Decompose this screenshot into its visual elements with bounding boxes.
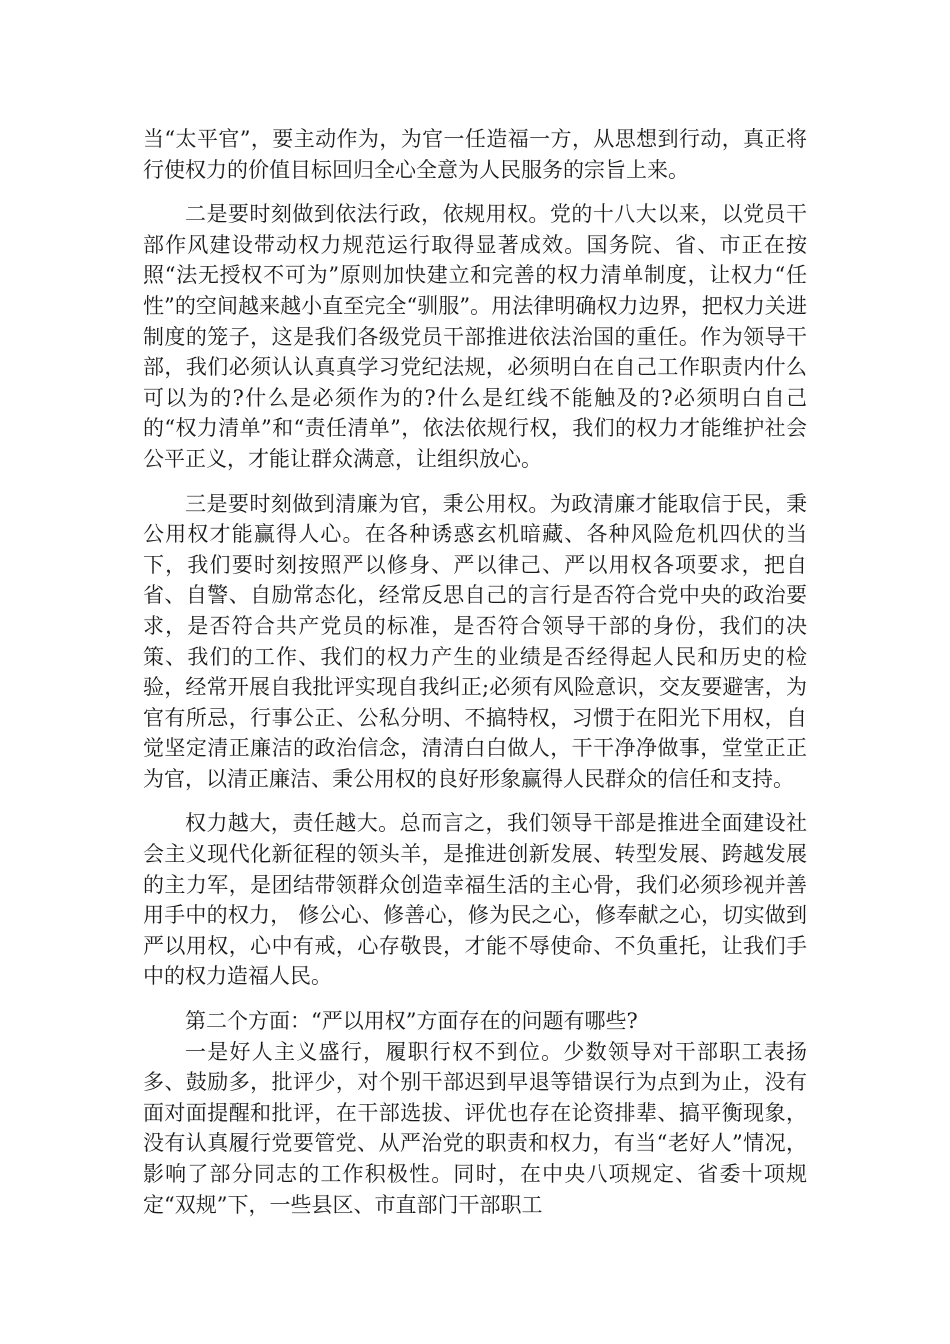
document-body	[143, 124, 807, 1220]
paragraph-rule-of-law: 二是要时刻做到依法行政，依规用权。党的十八大以来，以党员干部作风建设带动权力规范运行取得显著成效。国务院、省、市正在按照“法无授权不可为”原则加快建立和完善的权力清单制度，让权力“任性”的空间越来越小直至完全“驯服”。用法律明确权力边界，把权力关进制度的笼子，这是我们各级党员干部推进依法治国的重任。作为领导干部，我们必须认认真真学习党纪法规，必须明白在自己工作职责内什么可以为的?什么是必须作为的?什么是红线不能触及的?必须明白自己的“权力清单”和“责任清单”，依法依规行权，我们的权力才能维护社会公平正义，才能让群众满意，让组织放心。	[143, 202, 807, 471]
paragraph-integrity: 三是要时刻做到清廉为官，秉公用权。为政清廉才能取信于民，秉公用权才能赢得人心。在各种诱惑玄机暗藏、各种风险危机四伏的当下，我们要时刻按照严以修身、严以律己、严以用权各项要求，把自省、自警、自励常态化，经常反思自己的言行是否符合党中央的政治要求，是否符合共产党员的标准，是否符合领导干部的身份，我们的决策、我们的工作、我们的权力产生的业绩是否经得起人民和历史的检验，经常开展自我批评实现自我纠正;必须有风险意识，交友要避害，为官有所忌，行事公正、公私分明、不搞特权，习惯于在阳光下用权，自觉坚定清正廉洁的政治信念，清清白白做人，干干净净做事，堂堂正正为官，以清正廉洁、秉公用权的良好形象赢得人民群众的信任和支持。	[143, 491, 807, 791]
paragraph-continuation: 当“太平官”，要主动作为，为官一任造福一方，从思想到行动，真正将行使权力的价值目标回归全心全意为人民服务的宗旨上来。	[143, 127, 807, 182]
paragraph-responsibility: 权力越大，责任越大。总而言之，我们领导干部是推进全面建设社会主义现代化新征程的领头羊，是推进创新发展、转型发展、跨越发展的主力军，是团结带领群众创造幸福生活的主心骨，我们必须珍视并善用手中的权力， 修公心、修善心，修为民之心，修奉献之心，切实做到严以用权，心中有戒，心存敬畏，才能不辱使命、不负重托，让我们手中的权力造福人民。	[143, 811, 807, 989]
paragraph-problem-one: 一是好人主义盛行，履职行权不到位。少数领导对干部职工表扬多、鼓励多，批评少，对个别干部迟到早退等错误行为点到为止，没有面对面提醒和批评，在干部选拔、评优也存在论资排辈、搞平衡现象，没有认真履行党要管党、从严治党的职责和权力，有当“老好人”情况，影响了部分同志的工作积极性。同时，在中央八项规定、省委十项规定“双规”下，一些县区、市直部门干部职工	[143, 1039, 807, 1217]
section-heading-second-aspect: 第二个方面：“严以用权”方面存在的问题有哪些?	[185, 1009, 638, 1034]
